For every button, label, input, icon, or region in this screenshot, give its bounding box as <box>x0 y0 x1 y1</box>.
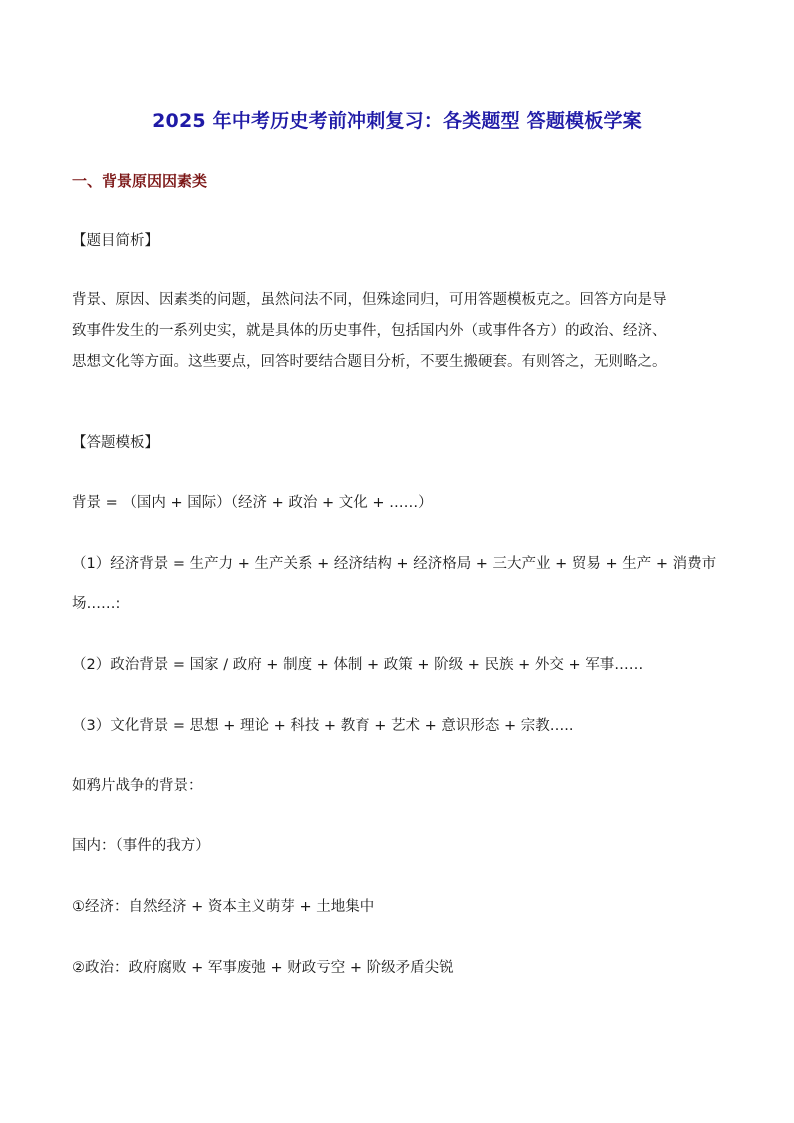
template-label: 【答题模板】 <box>72 435 159 451</box>
example-intro: 如鸦片战争的背景： <box>72 778 203 794</box>
formula-culture: （3）文化背景 = 思想 + 理论 + 科技 + 教育 + 艺术 + 意识形态 + 宗教….. <box>72 718 574 734</box>
formula-background: 背景 = （国内 + 国际）（经济 + 政治 + 文化 + ……） <box>72 495 433 511</box>
formula-economy-line-1: （1）经济背景 = 生产力 + 生产关系 + 经济结构 + 经济格局 + 三大产业 + 贸易 + 生产 + 消费市 <box>72 556 717 572</box>
analysis-line-1: 背景、原因、因素类的问题，虽然问法不同，但殊途同归，可用答题模板克之。回答方向是导 <box>72 292 667 308</box>
section-heading: 一、背景原因因素类 <box>72 172 208 190</box>
document-title: 2025 年中考历史考前冲刺复习：各类题型 答题模板学案 <box>152 110 642 132</box>
formula-economy-line-2: 场……: <box>72 596 121 612</box>
analysis-line-3: 思想文化等方面。这些要点，回答时要结合题目分析，不要生搬硬套。有则答之，无则略之。 <box>72 354 667 370</box>
analysis-line-2: 致事件发生的一系列史实，就是具体的历史事件，包括国内外（或事件各方）的政治、经济、 <box>72 323 667 339</box>
example-economy: ①经济：自然经济 + 资本主义萌芽 + 土地集中 <box>72 899 375 915</box>
domestic-label: 国内：（事件的我方） <box>72 838 210 854</box>
example-politics: ②政治：政府腐败 + 军事废弛 + 财政亏空 + 阶级矛盾尖锐 <box>72 960 454 976</box>
analysis-label: 【题目简析】 <box>72 233 159 249</box>
formula-politics: （2）政治背景 = 国家 / 政府 + 制度 + 体制 + 政策 + 阶级 + 民族 + 外交 + 军事…… <box>72 657 644 673</box>
